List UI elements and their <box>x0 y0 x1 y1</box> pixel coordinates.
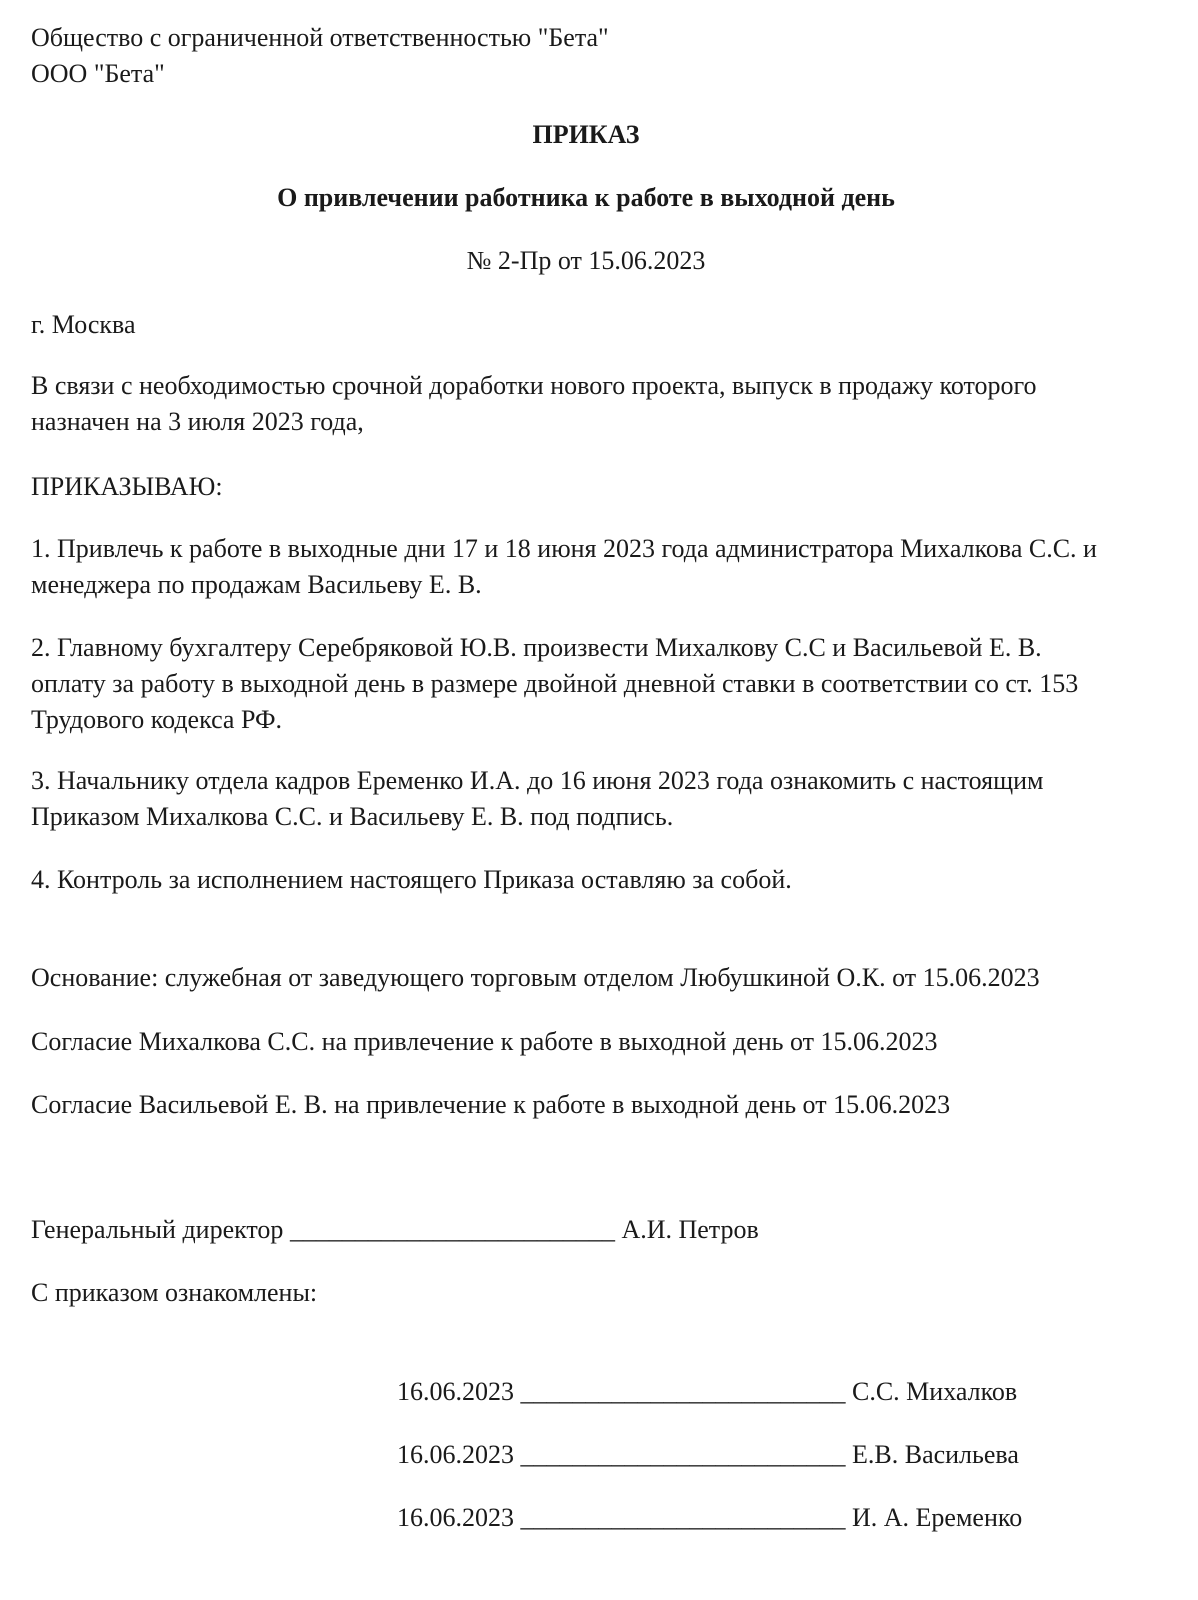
ack-signature-blank: _________________________ <box>520 1503 846 1532</box>
item-1-line-1: 1. Привлечь к работе в выходные дни 17 и 18 июня 2023 года администратора Михалкова С.С. и <box>31 534 1097 563</box>
basis-line-2: Согласие Михалкова С.С. на привлечение к работе в выходной день от 15.06.2023 <box>31 1027 938 1056</box>
item-2-line-2: оплату за работу в выходной день в размере двойной дневной ставки в соответствии со ст. 153 <box>31 669 1079 698</box>
ack-name: И. А. Еременко <box>852 1503 1023 1532</box>
ack-name: С.С. Михалков <box>852 1377 1018 1406</box>
order-word: ПРИКАЗЫВАЮ: <box>31 472 223 501</box>
ack-row <box>397 1437 1019 1473</box>
order-subject: О привлечении работника к работе в выходной день <box>277 183 895 212</box>
ack-row <box>397 1374 1017 1410</box>
director-signature-blank: _________________________ <box>289 1215 615 1244</box>
order-number: № 2-Пр от 15.06.2023 <box>466 246 706 275</box>
item-2-line-3: Трудового кодекса РФ. <box>31 705 283 734</box>
item-2-line-1: 2. Главному бухгалтеру Серебряковой Ю.В. произвести Михалкову С.С и Васильевой Е. В. <box>31 633 1042 662</box>
item-1-line-2: менеджера по продажам Васильеву Е. В. <box>31 570 482 599</box>
director-signature-row <box>31 1212 759 1248</box>
ack-signature-blank: _________________________ <box>520 1377 846 1406</box>
ack-date: 16.06.2023 <box>397 1503 514 1532</box>
item-3-line-1: 3. Начальнику отдела кадров Еременко И.А. до 16 июня 2023 года ознакомить с настоящим <box>31 766 1044 795</box>
basis-line-3: Согласие Васильевой Е. В. на привлечение к работе в выходной день от 15.06.2023 <box>31 1090 951 1119</box>
acknowledgement-heading: С приказом ознакомлены: <box>31 1278 318 1307</box>
basis-line-1: Основание: служебная от заведующего торговым отделом Любушкиной О.К. от 15.06.2023 <box>31 963 1040 992</box>
preamble-line-2: назначен на 3 июля 2023 года, <box>31 407 364 436</box>
city: г. Москва <box>31 310 136 339</box>
director-name: А.И. Петров <box>621 1215 759 1244</box>
item-4-line-1: 4. Контроль за исполнением настоящего Приказа оставляю за собой. <box>31 865 792 894</box>
ack-row <box>397 1500 1022 1536</box>
ack-date: 16.06.2023 <box>397 1377 514 1406</box>
director-position: Генеральный директор <box>31 1215 284 1244</box>
item-3-line-2: Приказом Михалкова С.С. и Васильеву Е. В. под подпись. <box>31 802 674 831</box>
order-title: ПРИКАЗ <box>532 120 640 149</box>
org-full-name: Общество с ограниченной ответственностью "Бета" <box>31 23 609 52</box>
org-short-name: ООО "Бета" <box>31 59 165 88</box>
ack-signature-blank: _________________________ <box>520 1440 846 1469</box>
ack-name: Е.В. Васильева <box>852 1440 1019 1469</box>
ack-date: 16.06.2023 <box>397 1440 514 1469</box>
preamble-line-1: В связи с необходимостью срочной доработки нового проекта, выпуск в продажу которого <box>31 371 1037 400</box>
